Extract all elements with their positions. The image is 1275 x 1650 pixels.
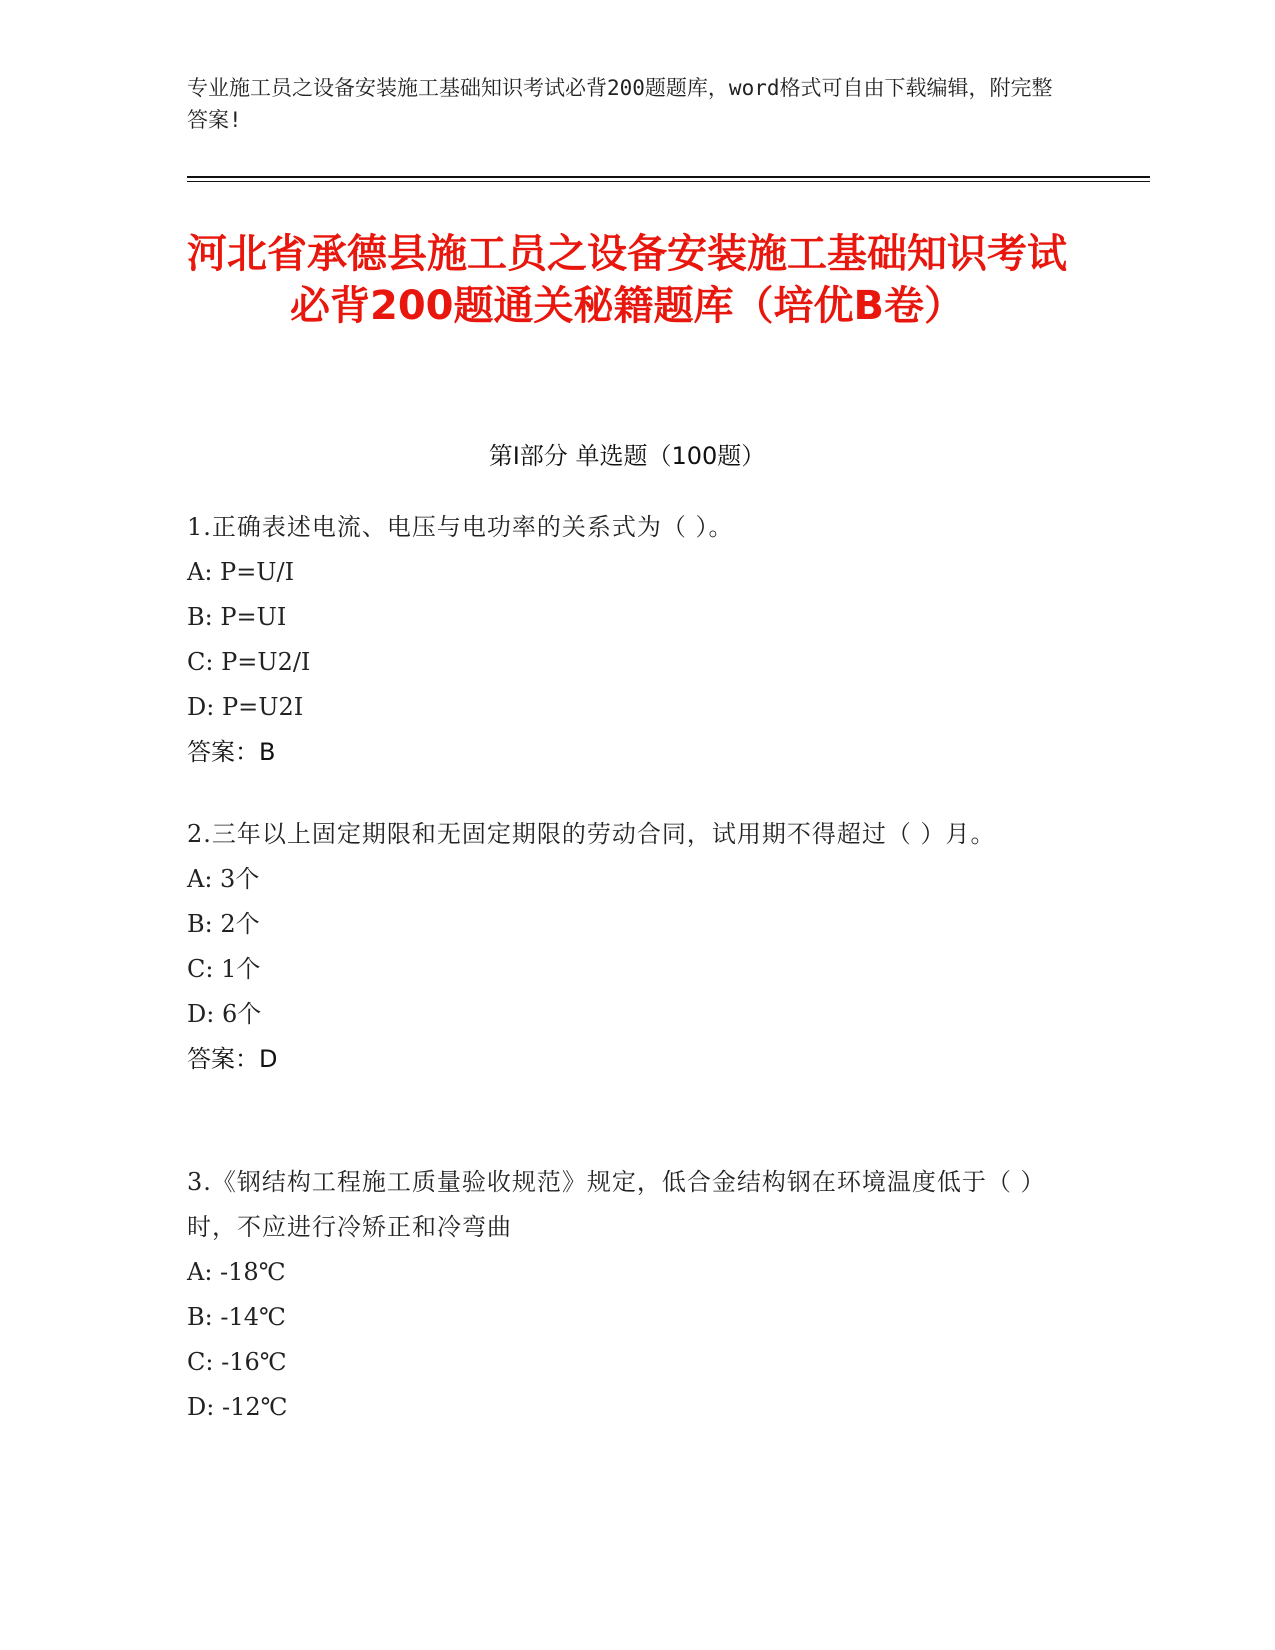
option-d: D: 6个	[187, 1000, 262, 1028]
option-b: B: P=UI	[187, 603, 287, 631]
header-divider-thick	[187, 176, 1150, 178]
header-divider-thin	[187, 181, 1150, 182]
question-text: 1.正确表述电流、电压与电功率的关系式为（ ）。	[187, 513, 734, 541]
option-d: D: P=U2I	[187, 693, 304, 721]
answer-line: 答案：D	[187, 1045, 278, 1073]
option-a: A: 3个	[187, 865, 260, 893]
option-a: A: -18℃	[187, 1258, 286, 1286]
question-text: 3.《钢结构工程施工质量验收规范》规定，低合金结构钢在环境温度低于（ ）时，不应进行冷矫正和冷弯曲	[187, 1168, 1046, 1241]
option-b: B: -14℃	[187, 1303, 286, 1331]
document-title: 河北省承德县施工员之设备安装施工基础知识考试必背200题通关秘籍题库（培优B卷）	[187, 231, 1067, 329]
question-1	[187, 505, 1067, 775]
option-b: B: 2个	[187, 910, 260, 938]
question-2	[187, 812, 1067, 1082]
answer-line: 答案：B	[187, 738, 276, 766]
header-note: 专业施工员之设备安装施工基础知识考试必背200题题库，word格式可自由下载编辑，附完整答案!	[187, 76, 1053, 132]
question-3	[187, 1160, 1067, 1430]
option-c: C: -16℃	[187, 1348, 287, 1376]
option-c: C: 1个	[187, 955, 261, 983]
option-a: A: P=U/I	[187, 558, 295, 586]
section-title: 第I部分 单选题（100题）	[488, 442, 766, 470]
option-c: C: P=U2/I	[187, 648, 311, 676]
option-d: D: -12℃	[187, 1393, 288, 1421]
question-text: 2.三年以上固定期限和无固定期限的劳动合同，试用期不得超过（ ）月。	[187, 820, 996, 848]
